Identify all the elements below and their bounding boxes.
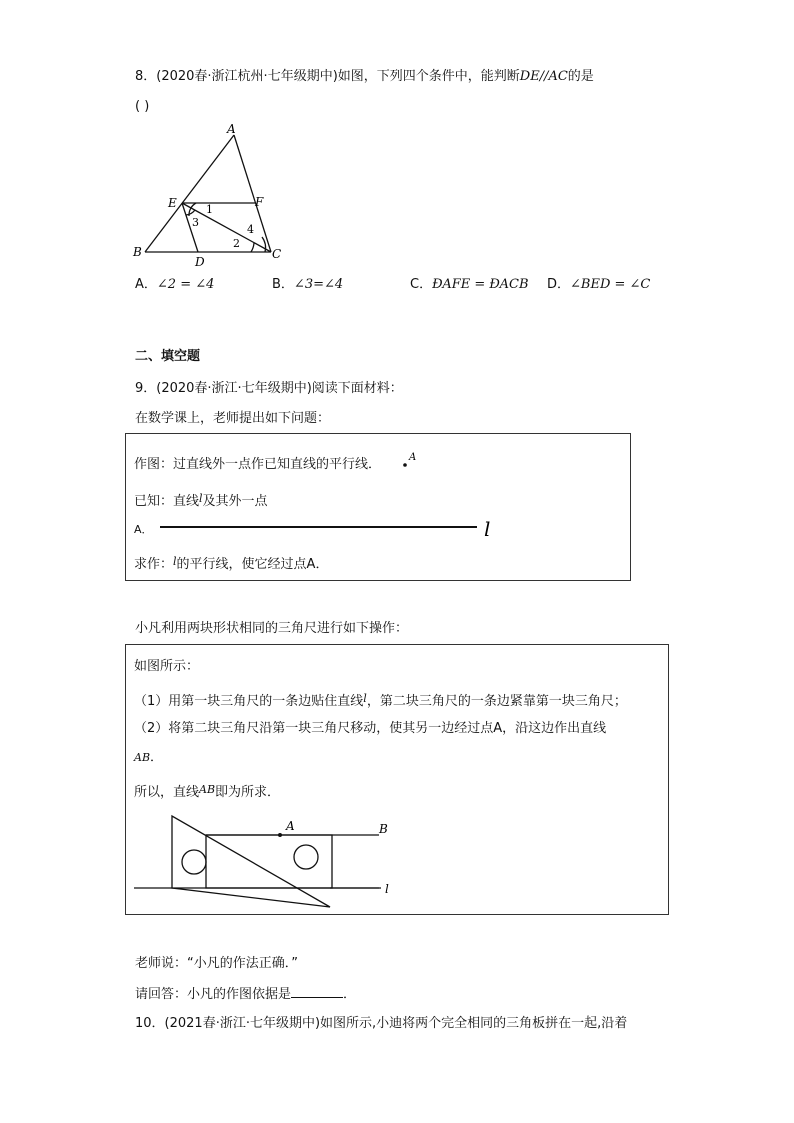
- box1-line2-l: l: [199, 492, 203, 505]
- q8-option-b: [272, 276, 343, 294]
- q8-stem-end: 的是: [567, 69, 594, 84]
- box2-line5: [134, 781, 280, 802]
- label-3: 3: [192, 216, 199, 229]
- q10-stem: 10．(2021春·浙江·七年级期中)如图所示,小迪将两个完全相同的三角板拼在一起,沿着: [135, 1016, 628, 1031]
- box1-line2: [134, 490, 268, 511]
- box1-point-a: [402, 450, 422, 470]
- label-4: 4: [247, 223, 254, 236]
- option-text: ∠BED = ∠C: [570, 277, 651, 292]
- box1-line4-l: l: [173, 555, 177, 568]
- q9-method-box: [125, 644, 669, 915]
- box1-point-a-label: A: [409, 452, 417, 463]
- box2-line4-ab: AB: [134, 751, 151, 764]
- box2-line2-text-a: （1）用第一块三角尺的一条边贴住直线: [134, 694, 364, 709]
- q8-option-d: [547, 276, 650, 294]
- box1-line4-prefix: 求作：: [134, 557, 174, 572]
- box1-line2-text-b: 及其外一点: [202, 494, 268, 509]
- q9-stem: 9．(2020春·浙江·七年级期中)阅读下面材料：: [135, 381, 403, 396]
- box1-line1-text: 作图：过直线外一点作已知直线的平行线．: [134, 457, 382, 472]
- box1-line4-text: 的平行线，使它经过点A．: [176, 557, 329, 572]
- section-title: 二、填空题: [135, 349, 201, 364]
- set-square-figure: [126, 805, 666, 915]
- label-F: F: [255, 195, 264, 209]
- q8-option-c: [410, 276, 529, 294]
- option-text: ∠3=∠4: [293, 277, 344, 292]
- fig-point-b: B: [379, 822, 388, 836]
- q9-problem-box: [125, 433, 631, 581]
- q8-math: DE//AC: [519, 69, 568, 84]
- box1-line-l-label: l: [484, 517, 491, 541]
- box2-line5-ab: AB: [199, 783, 216, 796]
- label-D: D: [195, 255, 205, 269]
- label-B: B: [133, 245, 142, 259]
- q8-paren: ( ): [135, 99, 150, 114]
- option-letter: A．: [135, 277, 157, 292]
- label-1: 1: [206, 203, 213, 216]
- box1-line2-text-a: 已知：直线: [134, 494, 200, 509]
- box1-line4: [134, 553, 328, 574]
- q9-answer-prompt: [135, 985, 356, 1004]
- option-letter: B．: [272, 277, 294, 292]
- answer-prompt-text: 请回答：小凡的作图依据是: [135, 987, 292, 1002]
- box2-line4-end: ．: [150, 750, 164, 765]
- box2-line5-text-b: 即为所求．: [215, 785, 281, 800]
- fig-point-a: A: [286, 819, 295, 833]
- box1-line3: A．: [134, 523, 153, 536]
- box1-line-l: [160, 514, 520, 544]
- option-letter: D．: [547, 277, 571, 292]
- option-text: ∠2 = ∠4: [156, 277, 215, 292]
- label-2: 2: [233, 237, 240, 250]
- box1-line1: [134, 456, 381, 474]
- box2-line3: （2）将第二块三角尺沿第一块三角尺移动，使其另一边经过点A，沿这边作出直线: [134, 721, 607, 736]
- q8-option-a: [135, 276, 214, 294]
- q9-intro: 在数学课上，老师提出如下问题：: [135, 411, 331, 426]
- answer-end: ．: [343, 987, 357, 1002]
- q9-intro2: 小凡利用两块形状相同的三角尺进行如下操作：: [135, 621, 409, 636]
- answer-blank[interactable]: [291, 985, 343, 998]
- q9-teacher: 老师说：“小凡的作法正确．”: [135, 956, 298, 971]
- box2-line2-text-b: ，第二块三角尺的一条边紧靠第一块三角尺；: [366, 694, 627, 709]
- box2-line5-text-a: 所以，直线: [134, 785, 200, 800]
- fig-line-l: l: [385, 882, 389, 896]
- label-A: A: [227, 122, 236, 136]
- q8-triangle-figure: [0, 0, 794, 300]
- box2-line1: 如图所示：: [134, 659, 200, 674]
- q8-stem-text: 8．(2020春·浙江杭州·七年级期中)如图，下列四个条件中，能判断: [135, 69, 520, 84]
- box2-line4: [134, 749, 163, 767]
- box2-line2: [134, 690, 627, 711]
- option-letter: C．: [410, 277, 433, 292]
- option-text: ÐAFE = ÐACB: [432, 277, 529, 292]
- label-E: E: [168, 196, 177, 210]
- box2-line2-l: l: [363, 692, 367, 705]
- label-C: C: [272, 247, 282, 261]
